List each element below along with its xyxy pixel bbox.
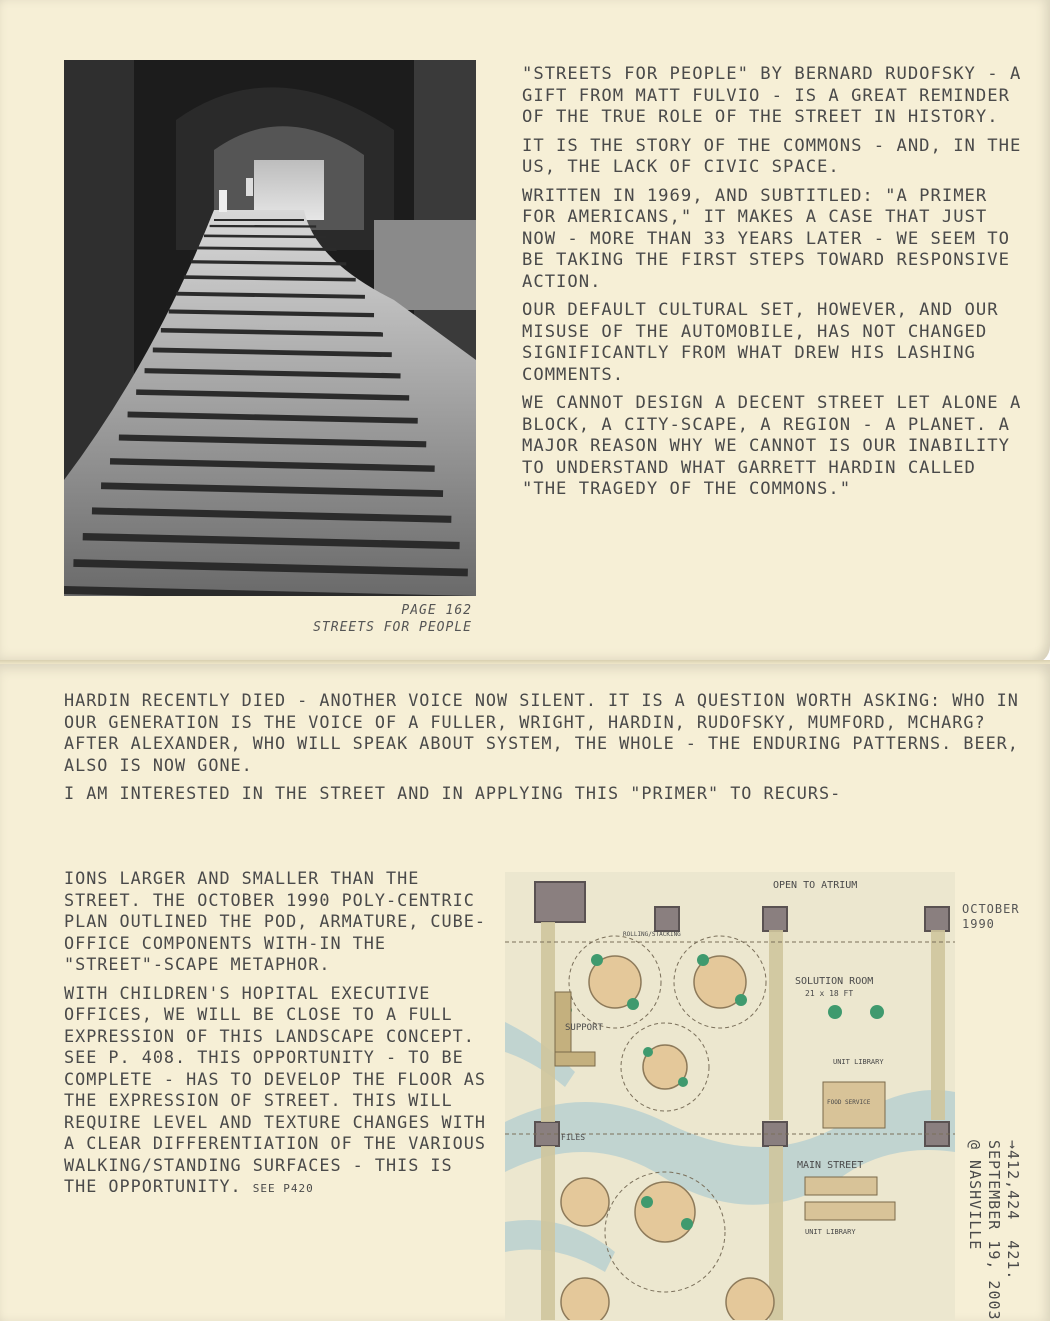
stair-tread (191, 262, 346, 264)
stairway-photo-image (64, 60, 476, 596)
plan-label-solution-size: 21 x 18 FT (805, 989, 854, 998)
plan-label-open: OPEN TO ATRIUM (773, 880, 858, 891)
stair-tread (198, 248, 337, 250)
photo-caption (272, 602, 472, 636)
plan-label-rolling: ROLLING/STACKING (623, 931, 681, 938)
plan-label-unit-library: UNIT LIBRARY (833, 1058, 884, 1066)
floor-plan-sketch (505, 872, 955, 1320)
top-paragraph-2: IT IS THE STORY OF THE COMMONS - AND, IN THE US, THE LACK OF CIVIC SPACE. (522, 135, 1022, 177)
floor-plan-drawing (505, 872, 955, 1320)
see-page-note: SEE P420 (252, 1182, 314, 1195)
plan-label-solution-room: SOLUTION ROOM (795, 976, 874, 987)
top-paragraph-4: OUR DEFAULT CULTURAL SET, HOWEVER, AND OUR MISUSE OF THE AUTOMOBILE, HAS NOT CHANGED SIGNIFICANTLY FROM WHAT DREW HIS LASHING COMMENTS. (522, 300, 999, 385)
bottom-page-text (64, 690, 1024, 805)
plan-label-food: FOOD SERVICE (827, 1099, 871, 1106)
top-paragraph-1: "STREETS FOR PEOPLE" BY BERNARD RUDOFSKY - A GIFT FROM MATT FULVIO - IS A GREAT REMINDER OF THE TRUE ROLE OF THE STREET IN HISTORY. (522, 64, 1022, 127)
entry-date-note: →412,424 421. SEPTEMBER 19, 2003 @ NASHVILLE (966, 1140, 1022, 1321)
stair-tread (210, 226, 317, 227)
bottom-paragraph-3-text: WITH CHILDREN'S HOPITAL EXECUTIVE OFFICES, WE WILL BE CLOSE TO A FULL EXPRESSION OF THIS LANDSCAPE CONCEPT. SEE P. 408. THIS OPPORTUNITY - TO BE COMPLETE - HAS TO DEVELOP THE FLOOR AS THE EXPRESSION OF STREET. THIS WILL REQUIRE LEVEL AND TEXTURE CHANGES WITH A CLEAR DIFFERENTIATION OF THE VARIOUS WALKING/STANDING SURFACES - THIS IS THE OPPORTUNITY. (64, 982, 486, 1196)
bottom-paragraph-2-rest: IONS LARGER AND SMALLER THAN THE STREET. THE OCTOBER 1990 POLY-CENTRIC PLAN OUTLINED THE POD, ARMATURE, CUBE-OFFICE COMPONENTS WITH-IN THE "STREET"-SCAPE METAPHOR. (64, 868, 486, 974)
stair-tread (204, 236, 327, 237)
caption-page: PAGE 162 (401, 603, 472, 618)
plan-label-files: FILES (561, 1133, 586, 1142)
bottom-paragraph-1: HARDIN RECENTLY DIED - ANOTHER VOICE NOW SILENT. IT IS A QUESTION WORTH ASKING: WHO IN OUR GENERATION IS THE VOICE OF A FULLER, WRIGHT, HARDIN, RUDOFSKY, MUMFORD, MCHARG? AFTER ALEXANDER, WHO WILL SPEAK ABOUT SYSTEM, THE WHOLE - THE ENDURING PATTERNS. BEER, ALSO IS NOW GONE. (64, 690, 1019, 775)
plan-label-unit-library-2: UNIT LIBRARY (805, 1228, 856, 1236)
stairway-photo (64, 60, 476, 596)
plan-label-support: SUPPORT (565, 1023, 603, 1033)
bottom-paragraph-2-lead: I AM INTERESTED IN THE STREET AND IN APPLYING THIS "PRIMER" TO RECURS- (64, 783, 842, 803)
bottom-left-text (64, 868, 496, 1207)
plan-date-note: OCTOBER 1990 (962, 902, 1020, 931)
top-page-text (522, 64, 1032, 508)
top-paragraph-5: WE CANNOT DESIGN A DECENT STREET LET ALONE A BLOCK, A CITY-SCAPE, A REGION - A PLANET. A MAJOR REASON WHY WE CANNOT IS OUR INABILITY TO UNDERSTAND WHAT GARRETT HARDIN CALLED "THE TRAGEDY OF THE COMMONS." (522, 393, 1022, 499)
top-paragraph-3: WRITTEN IN 1969, AND SUBTITLED: "A PRIMER FOR AMERICANS," IT MAKES A CASE THAT JUST NOW - MORE THAN 33 YEARS LATER - WE SEEM TO BE TAKING THE FIRST STEPS TOWARD RESPONSIVE ACTION. (522, 185, 1010, 292)
plan-label-main-street: MAIN STREET (797, 1160, 864, 1171)
caption-title: STREETS FOR PEOPLE (313, 620, 472, 635)
bottom-paragraph-3 (64, 983, 496, 1200)
